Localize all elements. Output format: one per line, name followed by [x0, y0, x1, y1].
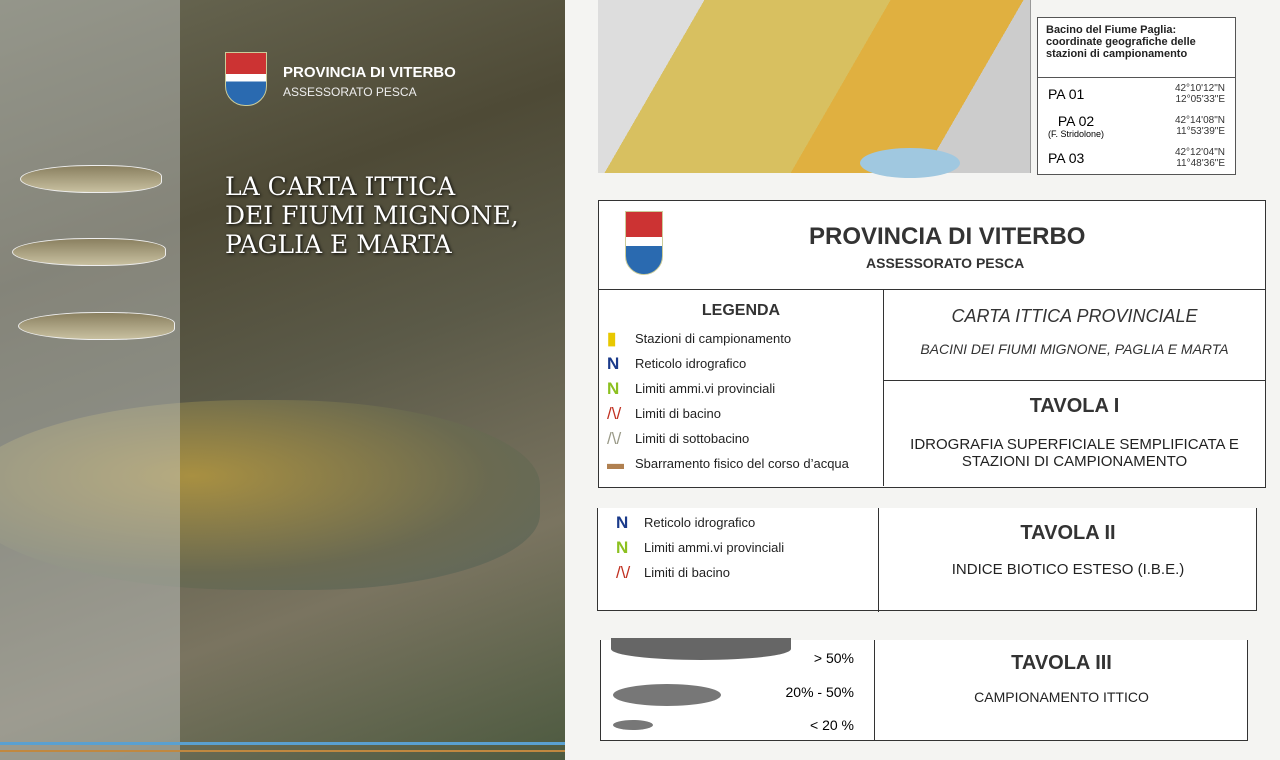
- legend-label: Reticolo idrografico: [635, 356, 747, 371]
- zigzag-icon: /\/: [607, 428, 622, 448]
- zigzag-icon: /\/: [616, 562, 631, 582]
- legend-item: [599, 376, 883, 401]
- cover-title: LA CARTA ITTICA DEI FIUMI MIGNONE, PAGLIA E MARTA: [225, 172, 519, 259]
- fish-silhouette-icon: [613, 684, 721, 706]
- publisher: PROVINCIA DI VITERBO: [809, 223, 1086, 250]
- fish-silhouette-icon: [611, 638, 791, 660]
- province-crest-icon: [225, 52, 267, 106]
- legend-label: Limiti di bacino: [635, 406, 721, 421]
- fish-illustration: [20, 165, 162, 193]
- legend-item: [599, 426, 883, 451]
- legend-item: [599, 326, 883, 351]
- station-row: [1038, 78, 1235, 110]
- cover-publisher: PROVINCIA DI VITERBO: [283, 64, 456, 81]
- station-id: PA 03: [1048, 150, 1085, 166]
- tavola-description: CAMPIONAMENTO ITTICO: [974, 689, 1149, 705]
- zigzag-icon: N: [607, 378, 620, 398]
- map-title: CARTA ITTICA PROVINCIALE: [951, 306, 1198, 326]
- station-row: [1038, 110, 1235, 142]
- map-title-box: [884, 290, 1265, 381]
- station-lon: 11°53'39"E: [1176, 126, 1225, 137]
- legend: [599, 290, 884, 486]
- legend-label: Stazioni di campionamento: [635, 331, 792, 346]
- station-row: [1038, 142, 1235, 174]
- tavola-number: TAVOLA II: [1020, 522, 1116, 544]
- tavola-3-panel: [600, 640, 1248, 741]
- tavola-description: INDICE BIOTICO ESTESO (I.B.E.): [951, 561, 1185, 578]
- station-lon: 12°05'33"E: [1175, 94, 1225, 105]
- legend-label: Limiti di bacino: [644, 565, 730, 580]
- legend-label: > 50%: [813, 650, 854, 666]
- map-excerpt: [598, 0, 1031, 173]
- station-lat: 42°14'08"N: [1174, 115, 1225, 126]
- tavola-number: TAVOLA III: [1011, 652, 1112, 674]
- zigzag-icon: N: [616, 537, 629, 557]
- station-lon: 11°48'36"E: [1176, 158, 1225, 169]
- cover-bottom-lines: [0, 742, 565, 752]
- station-lat: 42°12'04"N: [1174, 147, 1225, 158]
- tavola-description: IDROGRAFIA SUPERFICIALE SEMPLIFICATA E STAZIONI DI CAMPIONAMENTO: [910, 436, 1239, 470]
- zigzag-icon: N: [616, 512, 629, 532]
- coordinates-box: [1037, 17, 1236, 175]
- cover-department: ASSESSORATO PESCA: [283, 85, 417, 99]
- legend-label: Sbarramento fisico del corso d’acqua: [635, 456, 849, 471]
- legend-item: [599, 451, 883, 476]
- station-note: (F. Stridolone): [1048, 129, 1105, 139]
- tavola-2-panel: [597, 508, 1257, 611]
- tavola-1-panel: [598, 200, 1266, 488]
- book-cover: [0, 0, 565, 760]
- department: ASSESSORATO PESCA: [866, 255, 1025, 271]
- coordinates-title: Bacino del Fiume Paglia: coordinate geografiche delle stazioni di campionamento: [1038, 18, 1235, 78]
- fish-illustration: [12, 238, 166, 266]
- legend-item: [598, 535, 878, 560]
- legend-label: < 20 %: [810, 717, 854, 733]
- tavola-box: [884, 381, 1265, 487]
- dam-icon: ▬: [607, 453, 624, 473]
- fish-silhouette-icon: [613, 720, 653, 730]
- legend-item: [598, 510, 878, 535]
- zigzag-icon: N: [607, 353, 620, 373]
- tavola-number: TAVOLA I: [1029, 395, 1120, 417]
- legend-label: Limiti ammi.vi provinciali: [635, 381, 776, 396]
- legend-label: Limiti di sottobacino: [635, 431, 750, 446]
- legend-item: [598, 560, 878, 585]
- legend-item: [599, 401, 883, 426]
- cover-side-strip: [0, 0, 180, 760]
- fish-illustration: [18, 312, 175, 340]
- legend-item: [599, 351, 883, 376]
- station-id: PA 02: [1057, 113, 1095, 129]
- lake: [860, 148, 960, 178]
- station-lat: 42°10'12"N: [1174, 83, 1225, 94]
- station-id: PA 01: [1048, 86, 1085, 102]
- legend-label: 20% - 50%: [785, 684, 854, 700]
- zigzag-icon: /\/: [607, 403, 622, 423]
- map-subtitle: BACINI DEI FIUMI MIGNONE, PAGLIA E MARTA: [920, 341, 1229, 357]
- flag-icon: ▮: [607, 328, 617, 348]
- legend-label: Reticolo idrografico: [644, 515, 756, 530]
- province-crest-icon: [625, 211, 663, 275]
- legend-title: LEGENDA: [701, 302, 781, 319]
- legend-label: Limiti ammi.vi provinciali: [644, 540, 785, 555]
